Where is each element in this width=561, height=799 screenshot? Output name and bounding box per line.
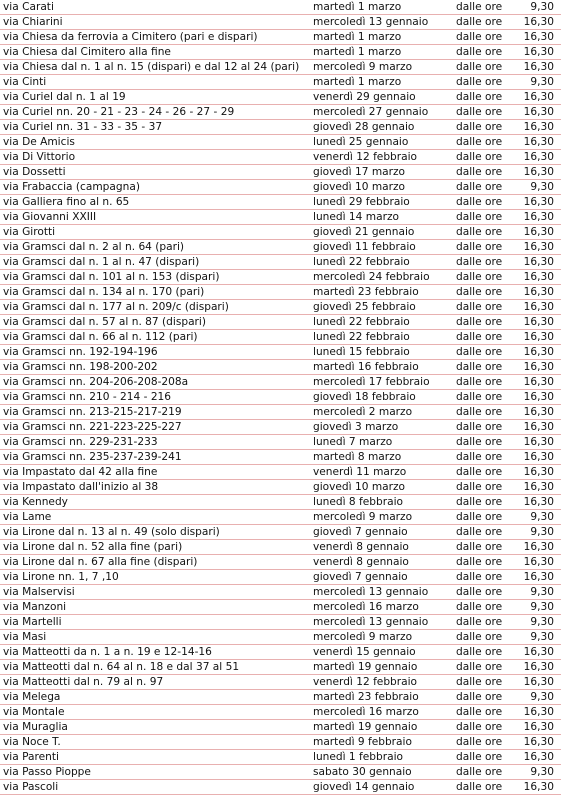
collection-date: giovedì 21 gennaio — [313, 226, 415, 238]
street-name: via Curiel nn. 31 - 33 - 35 - 37 — [3, 121, 163, 133]
table-row — [0, 60, 561, 75]
collection-date: mercoledì 24 febbraio — [313, 271, 430, 283]
collection-time: 16,30 — [523, 706, 554, 718]
time-label: dalle ore — [456, 256, 503, 268]
table-row — [0, 285, 561, 300]
table-row — [0, 225, 561, 240]
table-row — [0, 390, 561, 405]
collection-time: 16,30 — [523, 226, 554, 238]
table-row — [0, 765, 561, 780]
street-name: via Matteotti dal n. 64 al n. 18 e dal 37 al 51 — [3, 661, 240, 673]
street-name: via Montale — [3, 706, 65, 718]
time-label: dalle ore — [456, 316, 503, 328]
table-row — [0, 705, 561, 720]
table-row — [0, 345, 561, 360]
street-name: via Melega — [3, 691, 61, 703]
street-name: via Muraglia — [3, 721, 68, 733]
collection-time: 16,30 — [523, 421, 554, 433]
time-label: dalle ore — [456, 406, 503, 418]
time-label: dalle ore — [456, 106, 503, 118]
time-label: dalle ore — [456, 526, 503, 538]
collection-date: lunedì 14 marzo — [313, 211, 399, 223]
time-label: dalle ore — [456, 121, 503, 133]
street-name: via Gramsci dal n. 134 al n. 170 (pari) — [3, 286, 205, 298]
street-name: via Impastato dal 42 alla fine — [3, 466, 158, 478]
collection-date: lunedì 15 febbraio — [313, 346, 410, 358]
collection-date: lunedì 22 febbraio — [313, 316, 410, 328]
time-label: dalle ore — [456, 301, 503, 313]
collection-date: sabato 30 gennaio — [313, 766, 412, 778]
collection-date: giovedì 10 marzo — [313, 481, 406, 493]
table-row — [0, 255, 561, 270]
time-label: dalle ore — [456, 721, 503, 733]
collection-time: 9,30 — [530, 766, 554, 778]
collection-date: giovedì 10 marzo — [313, 181, 406, 193]
table-row — [0, 150, 561, 165]
time-label: dalle ore — [456, 646, 503, 658]
table-row — [0, 735, 561, 750]
time-label: dalle ore — [456, 541, 503, 553]
collection-date: venerdì 12 febbraio — [313, 676, 418, 688]
time-label: dalle ore — [456, 136, 503, 148]
collection-date: mercoledì 9 marzo — [313, 61, 413, 73]
collection-time: 16,30 — [523, 136, 554, 148]
collection-time: 9,30 — [530, 526, 554, 538]
collection-date: giovedì 3 marzo — [313, 421, 399, 433]
table-row — [0, 645, 561, 660]
collection-date: lunedì 29 febbraio — [313, 196, 410, 208]
collection-time: 16,30 — [523, 346, 554, 358]
table-row — [0, 630, 561, 645]
street-name: via Gramsci nn. 229-231-233 — [3, 436, 158, 448]
time-label: dalle ore — [456, 361, 503, 373]
street-name: via Lame — [3, 511, 52, 523]
collection-date: martedì 8 marzo — [313, 451, 402, 463]
table-row — [0, 495, 561, 510]
collection-date: mercoledì 9 marzo — [313, 631, 413, 643]
table-row — [0, 15, 561, 30]
time-label: dalle ore — [456, 61, 503, 73]
street-name: via Giovanni XXIII — [3, 211, 97, 223]
collection-date: giovedì 7 gennaio — [313, 571, 408, 583]
table-row — [0, 330, 561, 345]
collection-time: 9,30 — [530, 601, 554, 613]
collection-time: 16,30 — [523, 406, 554, 418]
collection-time: 16,30 — [523, 121, 554, 133]
collection-date: venerdì 8 gennaio — [313, 556, 409, 568]
street-name: via Carati — [3, 1, 54, 13]
collection-date: martedì 23 febbraio — [313, 286, 419, 298]
table-row — [0, 105, 561, 120]
table-row — [0, 420, 561, 435]
collection-time: 9,30 — [530, 691, 554, 703]
time-label: dalle ore — [456, 766, 503, 778]
collection-date: giovedì 25 febbraio — [313, 301, 416, 313]
time-label: dalle ore — [456, 571, 503, 583]
collection-time: 16,30 — [523, 751, 554, 763]
street-name: via Gramsci dal n. 66 al n. 112 (pari) — [3, 331, 198, 343]
street-name: via Curiel nn. 20 - 21 - 23 - 24 - 26 - 27 - 29 — [3, 106, 235, 118]
table-row — [0, 120, 561, 135]
street-name: via Dossetti — [3, 166, 66, 178]
table-row — [0, 510, 561, 525]
table-row — [0, 300, 561, 315]
table-row — [0, 195, 561, 210]
table-row — [0, 30, 561, 45]
collection-time: 16,30 — [523, 391, 554, 403]
time-label: dalle ore — [456, 751, 503, 763]
street-name: via Gramsci nn. 210 - 214 - 216 — [3, 391, 172, 403]
table-row — [0, 615, 561, 630]
collection-time: 16,30 — [523, 496, 554, 508]
time-label: dalle ore — [456, 271, 503, 283]
street-name: via Malservisi — [3, 586, 75, 598]
street-name: via Chiarini — [3, 16, 63, 28]
time-label: dalle ore — [456, 181, 503, 193]
collection-date: lunedì 8 febbraio — [313, 496, 404, 508]
time-label: dalle ore — [456, 511, 503, 523]
street-name: via Gramsci dal n. 1 al n. 47 (dispari) — [3, 256, 200, 268]
collection-date: martedì 16 febbraio — [313, 361, 419, 373]
time-label: dalle ore — [456, 166, 503, 178]
collection-time: 16,30 — [523, 166, 554, 178]
collection-time: 16,30 — [523, 31, 554, 43]
collection-date: lunedì 22 febbraio — [313, 331, 410, 343]
collection-date: giovedì 14 gennaio — [313, 781, 415, 793]
time-label: dalle ore — [456, 31, 503, 43]
time-label: dalle ore — [456, 631, 503, 643]
table-row — [0, 780, 561, 795]
collection-date: mercoledì 9 marzo — [313, 511, 413, 523]
table-row — [0, 405, 561, 420]
collection-time: 16,30 — [523, 361, 554, 373]
street-name: via Impastato dall'inizio al 38 — [3, 481, 159, 493]
time-label: dalle ore — [456, 211, 503, 223]
collection-time: 16,30 — [523, 91, 554, 103]
street-name: via De Amicis — [3, 136, 75, 148]
street-name: via Chiesa dal n. 1 al n. 15 (dispari) e dal 12 al 24 (pari) — [3, 61, 300, 73]
collection-date: mercoledì 13 gennaio — [313, 16, 429, 28]
collection-time: 16,30 — [523, 481, 554, 493]
table-row — [0, 555, 561, 570]
collection-date: martedì 19 gennaio — [313, 661, 418, 673]
table-row — [0, 210, 561, 225]
table-row — [0, 570, 561, 585]
time-label: dalle ore — [456, 466, 503, 478]
street-name: via Lirone dal n. 52 alla fine (pari) — [3, 541, 183, 553]
street-name: via Lirone nn. 1, 7 ,10 — [3, 571, 119, 583]
collection-time: 9,30 — [530, 631, 554, 643]
table-row — [0, 90, 561, 105]
time-label: dalle ore — [456, 76, 503, 88]
street-name: via Manzoni — [3, 601, 67, 613]
table-row — [0, 360, 561, 375]
collection-date: martedì 19 gennaio — [313, 721, 418, 733]
collection-time: 16,30 — [523, 151, 554, 163]
collection-date: mercoledì 13 gennaio — [313, 586, 429, 598]
street-name: via Frabaccia (campagna) — [3, 181, 140, 193]
collection-time: 16,30 — [523, 556, 554, 568]
collection-time: 9,30 — [530, 511, 554, 523]
collection-date: venerdì 29 gennaio — [313, 91, 416, 103]
collection-time: 16,30 — [523, 16, 554, 28]
street-name: via Passo Pioppe — [3, 766, 91, 778]
street-name: via Gramsci nn. 213-215-217-219 — [3, 406, 182, 418]
time-label: dalle ore — [456, 346, 503, 358]
table-row — [0, 465, 561, 480]
street-name: via Matteotti da n. 1 a n. 19 e 12-14-16 — [3, 646, 212, 658]
collection-time: 16,30 — [523, 256, 554, 268]
collection-time: 16,30 — [523, 316, 554, 328]
collection-date: mercoledì 16 marzo — [313, 706, 419, 718]
time-label: dalle ore — [456, 241, 503, 253]
table-row — [0, 720, 561, 735]
table-row — [0, 165, 561, 180]
street-name: via Matteotti dal n. 79 al n. 97 — [3, 676, 164, 688]
collection-time: 9,30 — [530, 616, 554, 628]
time-label: dalle ore — [456, 706, 503, 718]
street-name: via Noce T. — [3, 736, 61, 748]
collection-time: 9,30 — [530, 1, 554, 13]
time-label: dalle ore — [456, 421, 503, 433]
table-row — [0, 435, 561, 450]
collection-date: martedì 1 marzo — [313, 1, 402, 13]
table-row — [0, 315, 561, 330]
collection-time: 16,30 — [523, 106, 554, 118]
time-label: dalle ore — [456, 16, 503, 28]
time-label: dalle ore — [456, 151, 503, 163]
time-label: dalle ore — [456, 286, 503, 298]
collection-time: 16,30 — [523, 301, 554, 313]
street-name: via Chiesa da ferrovia a Cimitero (pari e dispari) — [3, 31, 258, 43]
collection-date: mercoledì 16 marzo — [313, 601, 419, 613]
time-label: dalle ore — [456, 46, 503, 58]
collection-date: martedì 23 febbraio — [313, 691, 419, 703]
collection-date: mercoledì 27 gennaio — [313, 106, 429, 118]
time-label: dalle ore — [456, 736, 503, 748]
street-name: via Parenti — [3, 751, 59, 763]
street-name: via Gramsci nn. 192-194-196 — [3, 346, 158, 358]
table-row — [0, 0, 561, 15]
table-row — [0, 135, 561, 150]
street-name: via Galliera fino al n. 65 — [3, 196, 130, 208]
collection-date: mercoledì 17 febbraio — [313, 376, 430, 388]
time-label: dalle ore — [456, 496, 503, 508]
collection-date: giovedì 18 febbraio — [313, 391, 416, 403]
time-label: dalle ore — [456, 616, 503, 628]
street-name: via Lirone dal n. 67 alla fine (dispari) — [3, 556, 198, 568]
time-label: dalle ore — [456, 676, 503, 688]
street-name: via Di Vittorio — [3, 151, 76, 163]
street-name: via Martelli — [3, 616, 62, 628]
time-label: dalle ore — [456, 481, 503, 493]
table-row — [0, 45, 561, 60]
collection-time: 16,30 — [523, 211, 554, 223]
collection-time: 16,30 — [523, 571, 554, 583]
collection-time: 16,30 — [523, 196, 554, 208]
collection-date: venerdì 12 febbraio — [313, 151, 418, 163]
collection-time: 16,30 — [523, 676, 554, 688]
collection-date: venerdì 15 gennaio — [313, 646, 416, 658]
collection-date: venerdì 11 marzo — [313, 466, 407, 478]
time-label: dalle ore — [456, 691, 503, 703]
street-name: via Lirone dal n. 13 al n. 49 (solo dispari) — [3, 526, 220, 538]
collection-time: 9,30 — [530, 586, 554, 598]
collection-time: 16,30 — [523, 61, 554, 73]
time-label: dalle ore — [456, 556, 503, 568]
collection-time: 16,30 — [523, 646, 554, 658]
table-row — [0, 450, 561, 465]
collection-time: 16,30 — [523, 736, 554, 748]
collection-date: martedì 1 marzo — [313, 76, 402, 88]
table-row — [0, 750, 561, 765]
collection-time: 16,30 — [523, 451, 554, 463]
collection-date: lunedì 25 gennaio — [313, 136, 409, 148]
collection-time: 9,30 — [530, 181, 554, 193]
collection-date: venerdì 8 gennaio — [313, 541, 409, 553]
street-name: via Masi — [3, 631, 47, 643]
collection-time: 16,30 — [523, 376, 554, 388]
table-row — [0, 375, 561, 390]
collection-time: 16,30 — [523, 541, 554, 553]
street-name: via Girotti — [3, 226, 56, 238]
time-label: dalle ore — [456, 376, 503, 388]
collection-time: 16,30 — [523, 721, 554, 733]
table-row — [0, 690, 561, 705]
street-name: via Gramsci nn. 221-223-225-227 — [3, 421, 182, 433]
time-label: dalle ore — [456, 436, 503, 448]
collection-time: 9,30 — [530, 76, 554, 88]
collection-date: lunedì 7 marzo — [313, 436, 393, 448]
street-name: via Gramsci dal n. 177 al n. 209/c (dispari) — [3, 301, 229, 313]
time-label: dalle ore — [456, 331, 503, 343]
collection-time: 16,30 — [523, 241, 554, 253]
collection-date: martedì 1 marzo — [313, 31, 402, 43]
time-label: dalle ore — [456, 226, 503, 238]
collection-date: martedì 1 marzo — [313, 46, 402, 58]
street-name: via Cinti — [3, 76, 47, 88]
time-label: dalle ore — [456, 586, 503, 598]
collection-date: giovedì 11 febbraio — [313, 241, 416, 253]
street-name: via Gramsci nn. 204-206-208-208a — [3, 376, 189, 388]
table-row — [0, 240, 561, 255]
street-name: via Kennedy — [3, 496, 68, 508]
collection-date: giovedì 7 gennaio — [313, 526, 408, 538]
table-row — [0, 270, 561, 285]
street-name: via Pascoli — [3, 781, 59, 793]
street-name: via Gramsci dal n. 57 al n. 87 (dispari) — [3, 316, 206, 328]
street-name: via Gramsci dal n. 2 al n. 64 (pari) — [3, 241, 185, 253]
street-name: via Chiesa dal Cimitero alla fine — [3, 46, 171, 58]
street-name: via Gramsci nn. 198-200-202 — [3, 361, 158, 373]
collection-time: 16,30 — [523, 781, 554, 793]
table-row — [0, 675, 561, 690]
time-label: dalle ore — [456, 451, 503, 463]
collection-time: 16,30 — [523, 466, 554, 478]
time-label: dalle ore — [456, 91, 503, 103]
table-row — [0, 660, 561, 675]
time-label: dalle ore — [456, 601, 503, 613]
street-name: via Curiel dal n. 1 al 19 — [3, 91, 126, 103]
table-row — [0, 525, 561, 540]
table-row — [0, 75, 561, 90]
collection-time: 16,30 — [523, 271, 554, 283]
table-row — [0, 585, 561, 600]
collection-date: mercoledì 2 marzo — [313, 406, 413, 418]
collection-time: 16,30 — [523, 436, 554, 448]
time-label: dalle ore — [456, 661, 503, 673]
table-row — [0, 480, 561, 495]
table-row — [0, 180, 561, 195]
collection-time: 16,30 — [523, 46, 554, 58]
time-label: dalle ore — [456, 391, 503, 403]
collection-date: lunedì 1 febbraio — [313, 751, 404, 763]
collection-time: 16,30 — [523, 286, 554, 298]
collection-date: lunedì 22 febbraio — [313, 256, 410, 268]
street-name: via Gramsci dal n. 101 al n. 153 (dispari) — [3, 271, 220, 283]
time-label: dalle ore — [456, 781, 503, 793]
collection-date: giovedì 28 gennaio — [313, 121, 415, 133]
collection-date: martedì 9 febbraio — [313, 736, 412, 748]
street-name: via Gramsci nn. 235-237-239-241 — [3, 451, 182, 463]
table-row — [0, 600, 561, 615]
collection-time: 16,30 — [523, 661, 554, 673]
time-label: dalle ore — [456, 196, 503, 208]
table-row — [0, 540, 561, 555]
collection-date: mercoledì 13 gennaio — [313, 616, 429, 628]
collection-date: giovedì 17 marzo — [313, 166, 406, 178]
collection-time: 16,30 — [523, 331, 554, 343]
time-label: dalle ore — [456, 1, 503, 13]
